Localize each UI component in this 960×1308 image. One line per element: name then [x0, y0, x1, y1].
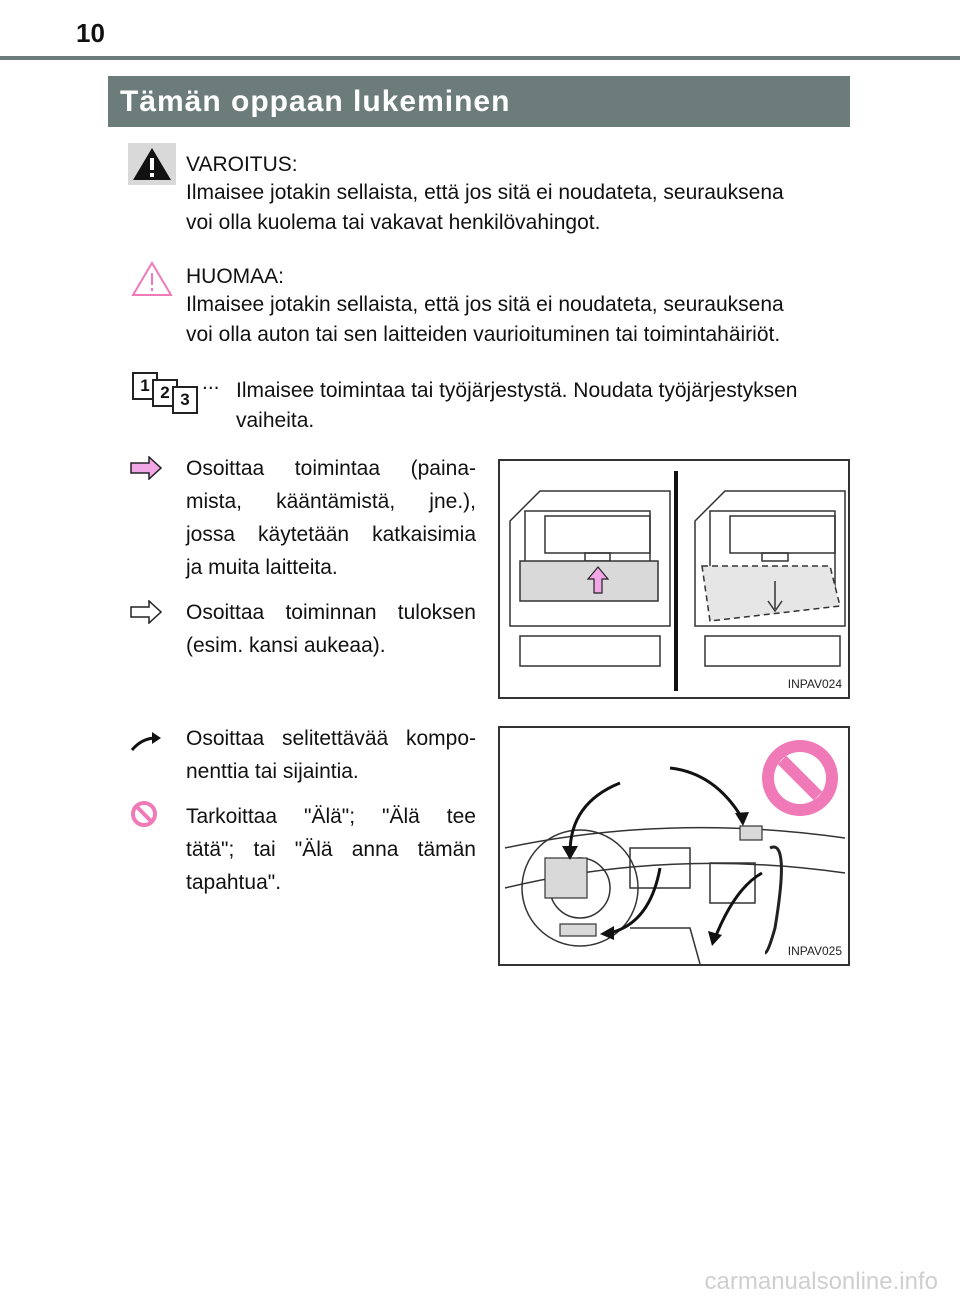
prohibit-line-2: tätä"; tai "Älä anna tämän: [186, 838, 476, 861]
top-rule: [0, 56, 960, 60]
notice-label: HUOMAA:: [186, 265, 285, 288]
pointer-arrow-icon: [130, 730, 162, 754]
footer-watermark[interactable]: carmanualsonline.info: [704, 1268, 938, 1295]
result-arrow-icon: [130, 600, 162, 624]
warning-label: VAROITUS:: [186, 153, 298, 176]
figure-overhead-console: [498, 459, 850, 699]
component-line-1: Osoittaa selitettävää kompo-: [186, 727, 476, 750]
component-line-2: nenttia tai sijaintia.: [186, 760, 359, 783]
component-text: [186, 722, 476, 788]
action-arrow-icon: [130, 456, 162, 480]
warning-line-2: voi olla kuolema tai vakavat henkilövahingot.: [186, 211, 601, 234]
step-number-1: 1: [132, 372, 158, 400]
notice-line-2: voi olla auton tai sen laitteiden vaurioituminen tai toimintahäiriöt.: [186, 323, 781, 346]
prohibit-icon: [130, 800, 158, 828]
action-text: [186, 452, 476, 584]
steps-line-2: vaiheita.: [236, 409, 315, 432]
action-line-4: ja muita laitteita.: [186, 556, 338, 579]
step-number-3: 3: [172, 386, 198, 414]
figure-dashboard: [498, 726, 850, 966]
prohibit-text: [186, 800, 476, 899]
result-line-1: Osoittaa toiminnan tuloksen: [186, 601, 476, 624]
notice-line-1: Ilmaisee jotakin sellaista, että jos sitä ei noudateta, seurauksena: [186, 293, 784, 316]
prohibit-line-1: Tarkoittaa "Älä"; "Älä tee: [186, 805, 476, 828]
action-line-3: jossa käytetään katkaisimia: [186, 523, 476, 546]
step-number-2: 2: [152, 379, 178, 407]
figure-2-label: INPAV025: [787, 944, 842, 958]
figure-1-label: INPAV024: [787, 677, 842, 691]
prohibit-line-3: tapahtua".: [186, 871, 282, 894]
warning-line-1: Ilmaisee jotakin sellaista, että jos sitä ei noudateta, seurauksena: [186, 181, 784, 204]
action-line-2: mista, kääntämistä, jne.),: [186, 490, 476, 513]
steps-line-1: Ilmaisee toimintaa tai työjärjestystä. Noudata työjärjestyksen: [236, 379, 798, 402]
result-line-2: (esim. kansi aukeaa).: [186, 634, 386, 657]
steps-dots: ...: [202, 371, 220, 394]
page-number: 10: [76, 18, 105, 48]
action-line-1: Osoittaa toimintaa (paina-: [186, 457, 476, 480]
section-title: Tämän oppaan lukeminen: [108, 76, 850, 127]
warning-icon: [128, 143, 176, 185]
caution-icon: [128, 258, 176, 300]
result-text: [186, 596, 476, 662]
